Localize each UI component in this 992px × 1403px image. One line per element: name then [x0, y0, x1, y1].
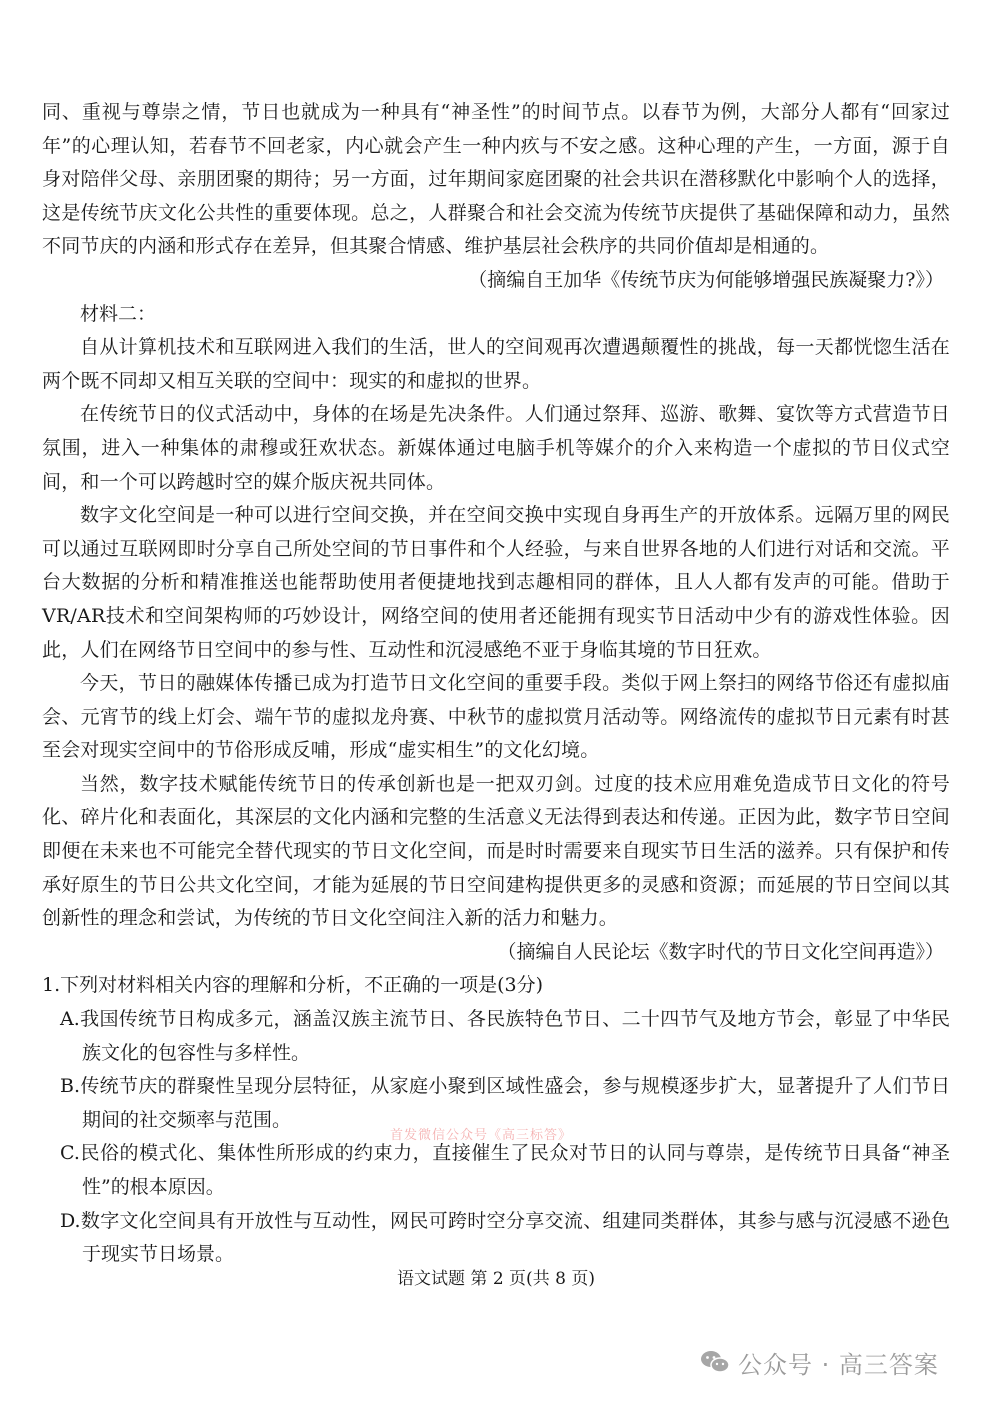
wechat-icon: [700, 1349, 730, 1375]
question-1-option-c: C.民俗的模式化、集体性所形成的约束力，直接催生了民众对节日的认同与尊崇，是传统节日具备“神圣性”的根本原因。: [60, 1142, 950, 1198]
question-1-stem: 1.下列对材料相关内容的理解和分析，不正确的一项是(3分): [42, 974, 544, 997]
material2-paragraph-5: 当然，数字技术赋能传统节日的传承创新也是一把双刃剑。过度的技术应用难免造成节日文化的符号化、碎片化和表面化，其深层的文化内涵和完整的生活意义无法得到表达和传递。正因为此，数字节日空间即便在未来也不可能完全替代现实的节日文化空间，而是时时需要来自现实节日生活的滋养。只有保护和传承好原生的节日公共文化空间，才能为延展的节日空间建构提供更多的灵感和资源；而延展的节日空间以其创新性的理念和尝试，为传统的节日文化空间注入新的活力和魅力。: [42, 772, 950, 930]
material2-heading: 材料二：: [80, 302, 157, 325]
passage1-ending-paragraph: 同、重视与尊崇之情，节日也就成为一种具有“神圣性”的时间节点。以春节为例，大部分人都有“回家过年”的心理认知，若春节不回老家，内心就会产生一种内疚与不安之感。这种心理的产生，一方面，源于自身对陪伴父母、亲朋团聚的期待；另一方面，过年期间家庭团聚的社会共识在潜移默化中影响个人的选择，这是传统节庆文化公共性的重要体现。总之，人群聚合和社会交流为传统节庆提供了基础保障和动力，虽然不同节庆的内涵和形式存在差异，但其聚合情感、维护基层社会秩序的共同价值却是相通的。: [42, 101, 950, 258]
red-watermark-text: 首发微信公众号《高三标答》: [390, 1128, 573, 1143]
wechat-account-name: 公众号 · 高三答案: [738, 1350, 939, 1379]
question-1-option-b: B.传统节庆的群聚性呈现分层特征，从家庭小聚到区域性盛会，参与规模逐步扩大，显著提升了人们节日期间的社交频率与范围。: [60, 1075, 950, 1131]
material2-source-citation: （摘编自人民论坛《数字时代的节日文化空间再造》）: [497, 940, 944, 963]
passage1-source-citation: （摘编自王加华《传统节庆为何能够增强民族凝聚力?》）: [468, 268, 944, 291]
material2-paragraph-4: 今天，节日的融媒体传播已成为打造节日文化空间的重要手段。类似于网上祭扫的网络节俗还有虚拟庙会、元宵节的线上灯会、端午节的虚拟龙舟赛、中秋节的虚拟赏月活动等。网络流传的虚拟节日元素有时甚至会对现实空间中的节俗形成反哺，形成“虚实相生”的文化幻境。: [42, 672, 950, 762]
material2-paragraph-2: 在传统节日的仪式活动中，身体的在场是先决条件。人们通过祭拜、巡游、歌舞、宴饮等方式营造节日氛围，进入一种集体的肃穆或狂欢状态。新媒体通过电脑手机等媒介的介入来构造一个虚拟的节日仪式空间，和一个可以跨越时空的媒介版庆祝共同体。: [42, 403, 950, 493]
question-1-option-a: A.我国传统节日构成多元，涵盖汉族主流节日、各民族特色节日、二十四节气及地方节会，彰显了中华民族文化的包容性与多样性。: [60, 1008, 950, 1064]
exam-page-body: [42, 96, 950, 1272]
material2-paragraph-1: 自从计算机技术和互联网进入我们的生活，世人的空间观再次遭遇颠覆性的挑战，每一天都恍惚生活在两个既不同却又相互关联的空间中：现实的和虚拟的世界。: [42, 336, 950, 392]
material2-paragraph-3: 数字文化空间是一种可以进行空间交换，并在空间交换中实现自身再生产的开放体系。远隔万里的网民可以通过互联网即时分享自己所处空间的节日事件和个人经验，与来自世界各地的人们进行对话和交流。平台大数据的分析和精准推送也能帮助使用者便捷地找到志趣相同的群体，且人人都有发声的可能。借助于VR/AR技术和空间架构师的巧妙设计，网络空间的使用者还能拥有现实节日活动中少有的游戏性体验。因此，人们在网络节日空间中的参与性、互动性和沉浸感绝不亚于身临其境的节日狂欢。: [42, 504, 950, 661]
wechat-account-watermark: [700, 1342, 939, 1382]
page-footer: 语文试题 第 2 页(共 8 页): [397, 1269, 595, 1289]
question-1-option-d: D.数字文化空间具有开放性与互动性，网民可跨时空分享交流、组建同类群体，其参与感与沉浸感不逊色于现实节日场景。: [60, 1209, 950, 1266]
